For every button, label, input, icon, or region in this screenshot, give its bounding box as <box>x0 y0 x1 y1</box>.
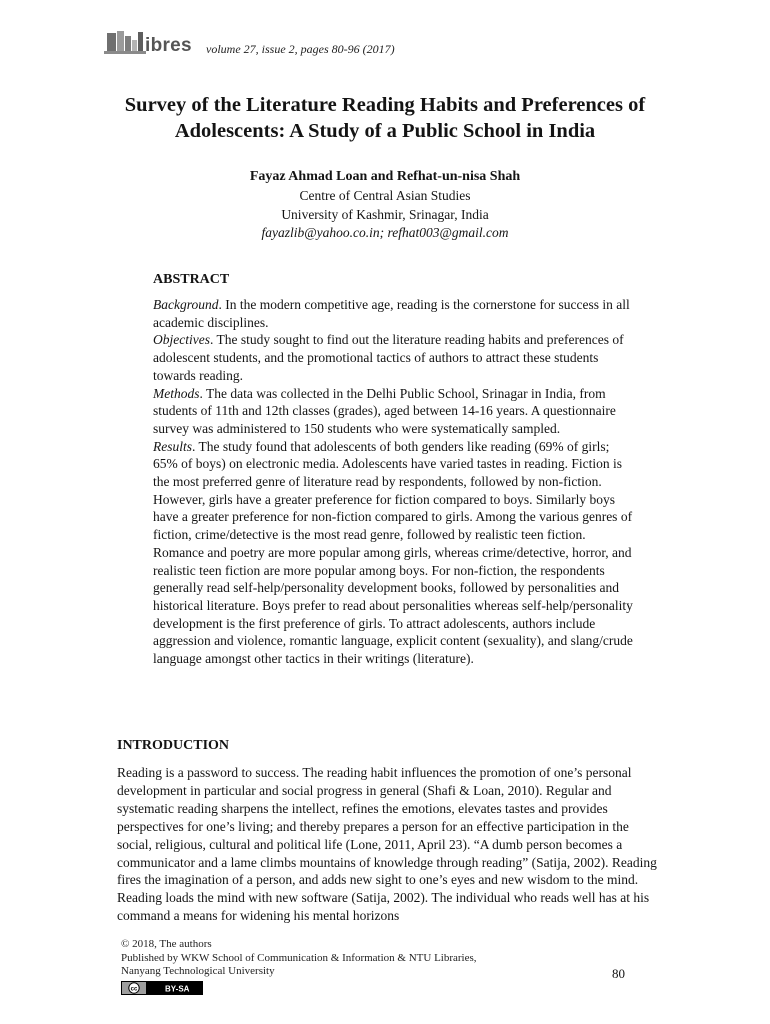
cc-by-sa-license-icon <box>121 981 203 995</box>
paper-title-line-2: Adolescents: A Study of a Public School in India <box>174 120 596 142</box>
page-footer <box>121 938 477 979</box>
abstract-background-text: . In the modern competitive age, reading is the cornerstone for success in all academic disciplines. <box>153 297 630 330</box>
abstract-methods <box>153 385 633 438</box>
affiliation-line-1: Centre of Central Asian Studies <box>299 188 471 203</box>
paper-authors: Fayaz Ahmad Loan and Refhat-un-nisa Shah <box>249 169 521 184</box>
journal-info: volume 27, issue 2, pages 80-96 (2017) <box>206 42 395 56</box>
abstract-background-label: Background <box>153 297 219 312</box>
abstract-methods-label: Methods <box>153 385 200 401</box>
svg-text:cc: cc <box>130 986 138 993</box>
abstract-objectives-text: . The study sought to find out the literature reading habits and preferences of adolescent students, and the promotional tactics of authors to attract these students towards reading. <box>153 332 624 383</box>
abstract-methods-text: . The data was collected in the Delhi Public School, Srinagar in India, from students of 11th and 12th classes (grades), aged between 14-16 years. A questionnaire survey was administered to 150 students who were systematically sampled. <box>153 385 616 436</box>
paper-title-line-1: Survey of the Literature Reading Habits and Preferences of <box>124 94 646 116</box>
abstract-results-text: . The study found that adolescents of both genders like reading (69% of girls; 65% of boys) on electronic media. Adolescents have varied tastes in reading. Fiction is the most preferred genre of literature read by respondents, followed by non-fiction. However, girls have a greater preference for fiction compared to boys. Similarly boys have a greater preference for non-fiction compared to girls. Among the various genres of fiction, crime/detective is the most read genre, followed by realistic teen fiction. Romance and poetry are more popular among girls, whereas crime/detective, horror, and realistic teen fiction are more popular among boys. For non-fiction, the respondents generally read self-help/personality development books, followed by personalities and historical literature. Boys prefer to read about personalities whereas self-help/personality development is the first preference of girls. To attract adolescents, authors include aggression and violence, romantic language, explicit content (sexuality), and slang/crude language amongst other tactics in their writings (literature). <box>153 438 633 667</box>
author-emails: fayazlib@yahoo.co.in; refhat003@gmail.com <box>261 225 509 240</box>
abstract-background <box>153 296 633 331</box>
libres-logo-icon <box>104 30 146 56</box>
introduction-paragraph: Reading is a password to success. The reading habit influences the promotion of one’s personal development in particular and social progress in general (Shafi & Loan, 2010). Regular and systematic reading sharpens the intellect, refines the emotions, elevates tastes and provides perspectives for one’s living; and thereby prepares a person for an effective participation in the social, religious, cultural and political life (Lone, 2011, April 23). “A dumb person becomes a communicator and a lame climbs mountains of knowledge through reading” (Satija, 2002). Reading fires the imagination of a person, and adds new sight to one’s eyes and new wisdom to the mind. Reading loads the mind with new software (Satija, 2002). The individual who reads well has at his command a means for widening his mental horizons <box>117 765 657 924</box>
abstract-results <box>153 438 633 668</box>
abstract-objectives-label: Objectives <box>153 332 210 348</box>
paper-title <box>85 92 685 144</box>
page-number: 80 <box>612 966 625 981</box>
publisher-line-1: Published by WKW School of Communication & Information & NTU Libraries, <box>121 951 477 964</box>
license-label: BY-SA <box>165 984 190 994</box>
logo-wordmark: ibres <box>145 35 192 56</box>
abstract-objectives <box>153 331 633 384</box>
introduction-heading: INTRODUCTION <box>117 738 230 753</box>
copyright-notice: © 2018, The authors <box>121 938 212 950</box>
abstract-body <box>153 296 633 668</box>
introduction-body <box>117 764 657 925</box>
abstract-heading: ABSTRACT <box>153 272 230 287</box>
publisher-line-2: Nanyang Technological University <box>121 965 275 977</box>
journal-header <box>104 30 524 60</box>
affiliation-line-2: University of Kashmir, Srinagar, India <box>281 207 489 222</box>
abstract-results-label: Results <box>153 438 192 454</box>
